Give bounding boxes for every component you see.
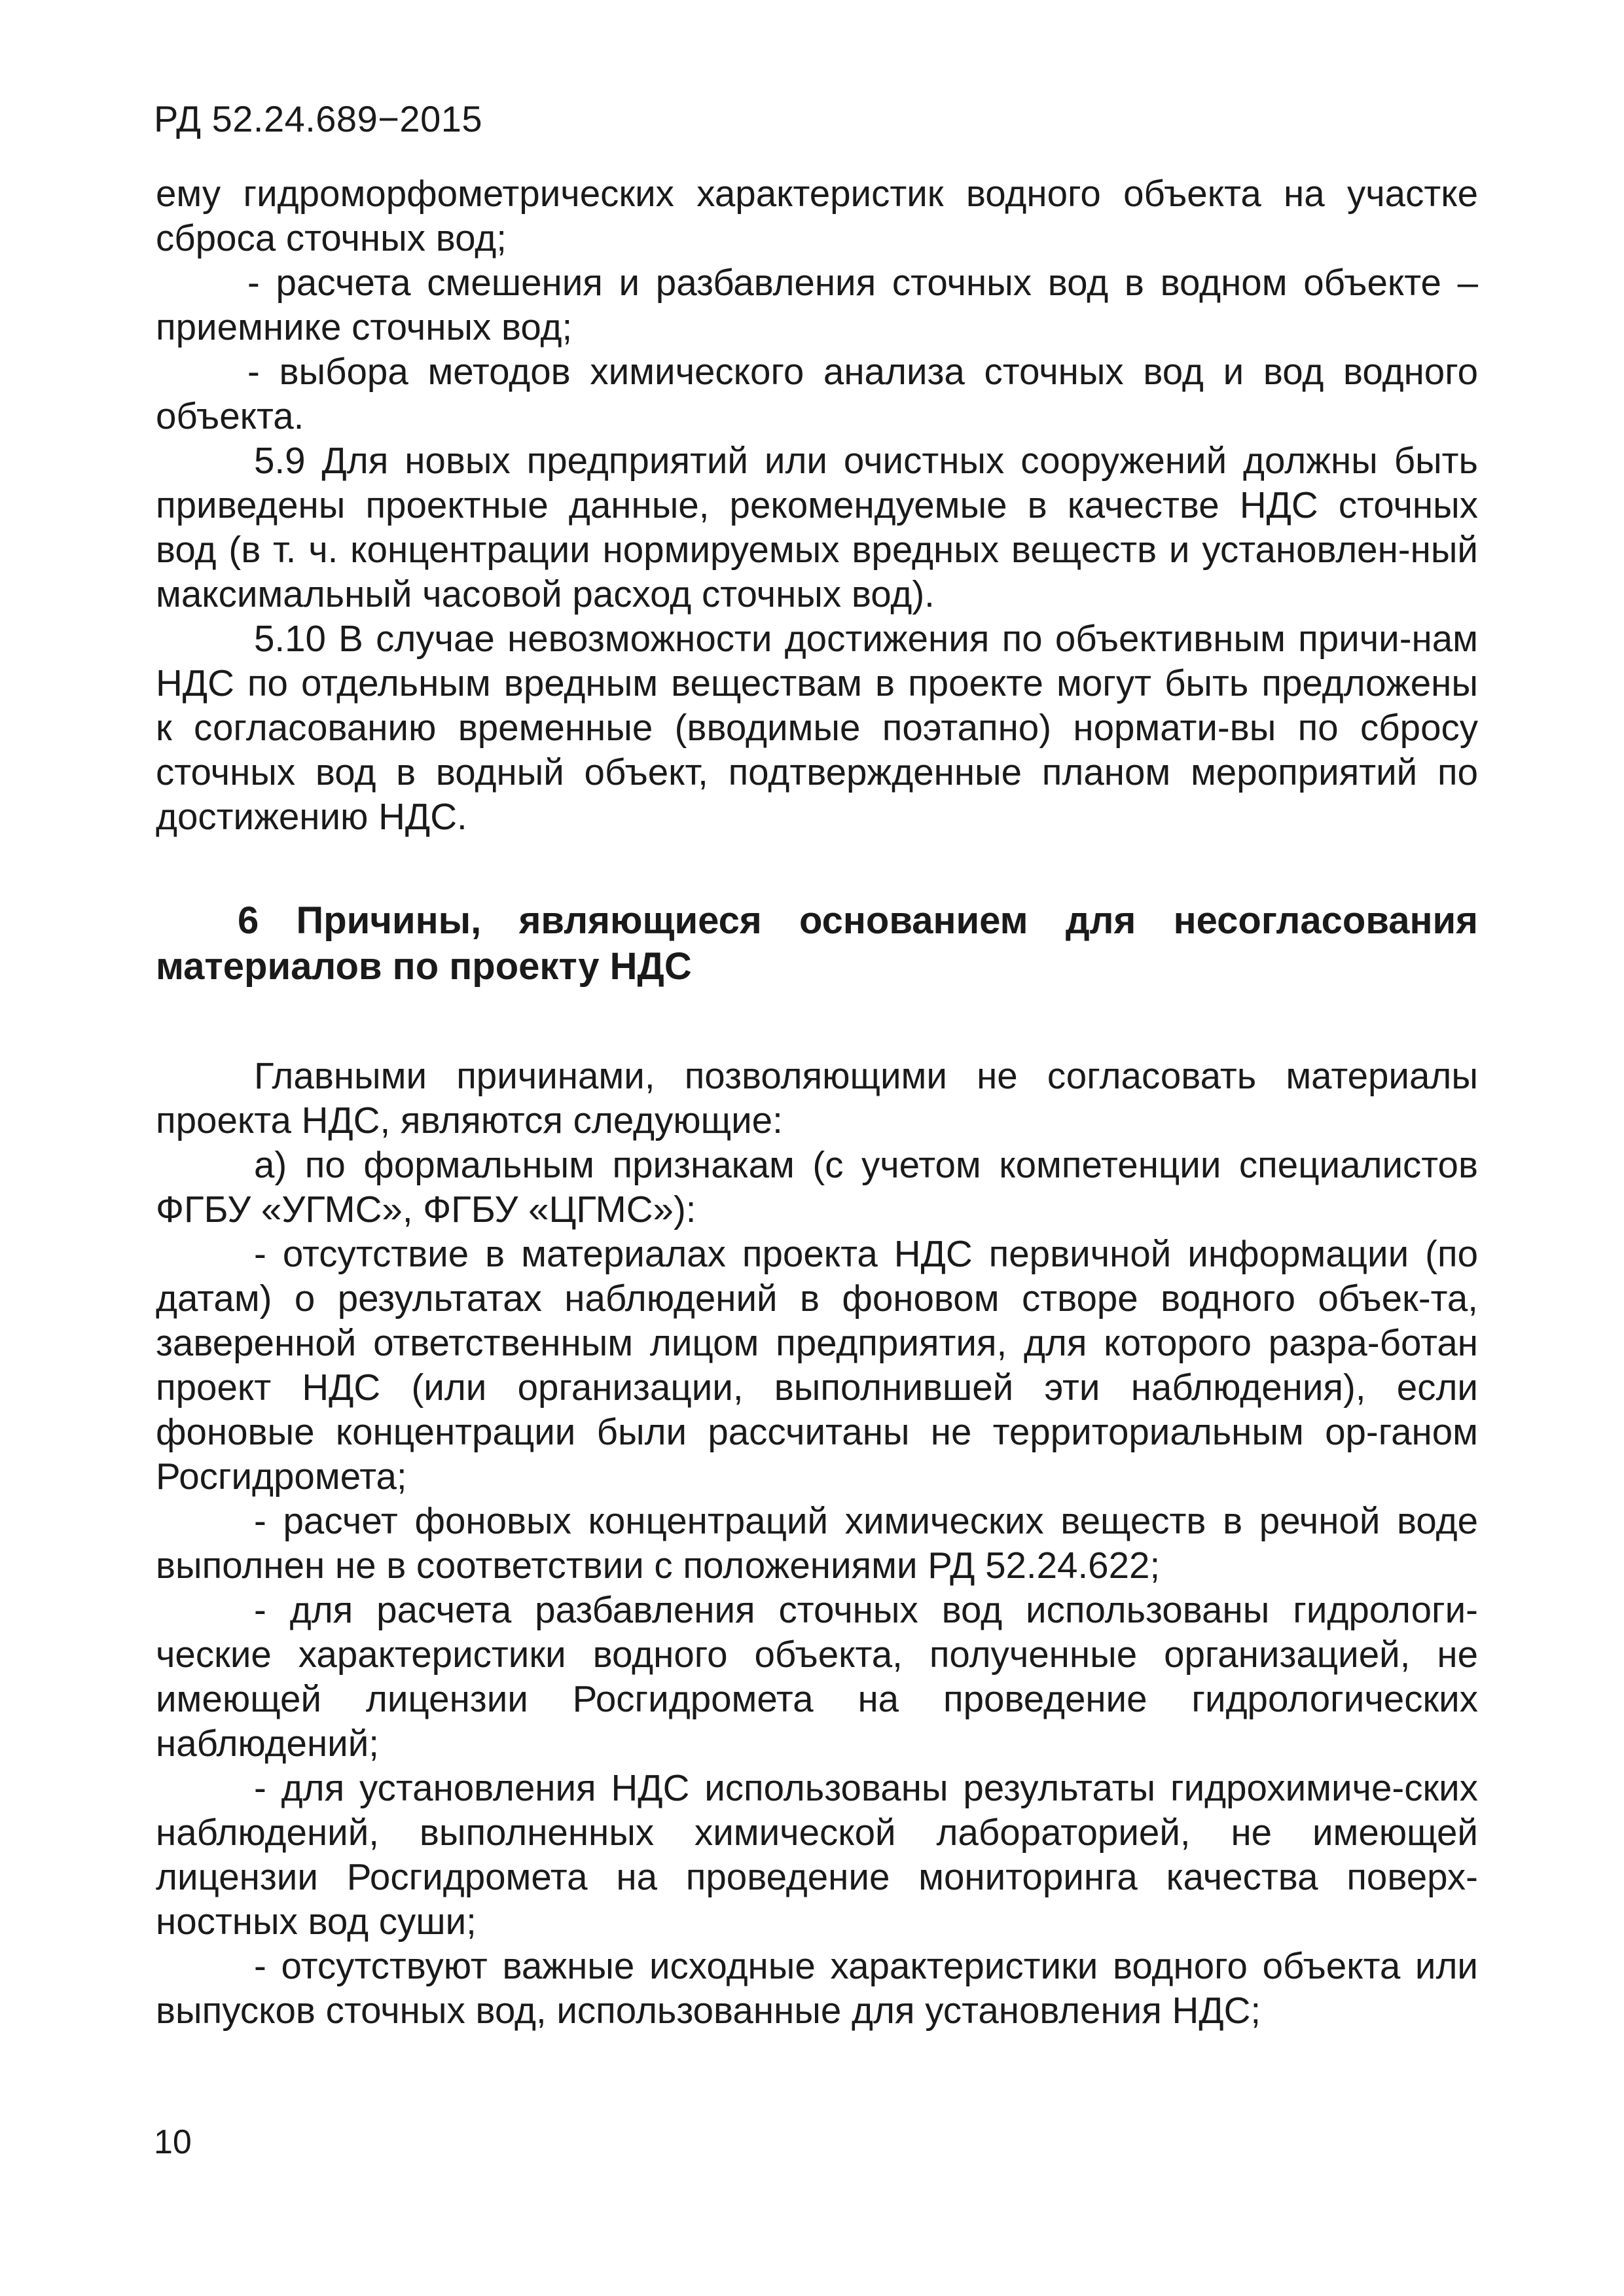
page-number: 10 [154, 2123, 192, 2161]
paragraph-5-9: 5.9 Для новых предприятий или очистных сооружений должны быть приведены проектные данные, рекомендуемые в качестве НДС сточных вод (в т. ч. концентрации нормируемых вредных веществ и установлен-ный максимальный часовой расход сточных вод). [156, 440, 1478, 615]
paragraph-continuation: ему гидроморфометрических характеристик водного объекта на участке сброса сточных вод; [156, 173, 1478, 259]
list-item-analysis-methods: - выбора методов химического анализа сточных вод и вод водного объекта. [156, 351, 1478, 437]
list-item-hydrochemical-data: - для установления НДС использованы результаты гидрохимиче-ских наблюдений, выполненных химической лабораторией, не имеющей лицензии Росгидромета на проведение мониторинга качества поверх-ностных вод суши; [156, 1767, 1478, 1942]
list-item-hydrological-data: - для расчета разбавления сточных вод использованы гидрологи-ческие характеристики водного объекта, полученные организацией, не имеющей лицензии Росгидромета на проведение гидрологических наблюдений; [156, 1589, 1478, 1764]
section-heading: 6 Причины, являющиеся основанием для несогласования материалов по проекту НДС [156, 899, 1478, 988]
list-item-missing-primary-info: - отсутствие в материалах проекта НДС первичной информации (по датам) о результатах наблюдений в фоновом створе водного объек-та, заверенной ответственным лицом предприятия, для которого разра-ботан проект НДС (или организации, выполнившей эти наблюдения), если фоновые концентрации были рассчитаны не территориальным ор-ганом Росгидромета; [156, 1233, 1478, 1497]
paragraph-5-10: 5.10 В случае невозможности достижения по объективным причи-нам НДС по отдельным вредным веществам в проекте могут быть предложены к согласованию временные (вводимые поэтапно) нормати-вы по сбросу сточных вод в водный объект, подтвержденные планом мероприятий по достижению НДС. [156, 618, 1478, 837]
list-item-mixing-calculation: - расчета смешения и разбавления сточных вод в водном объекте – приемнике сточных вод; [156, 262, 1478, 348]
list-item-missing-characteristics: - отсутствуют важные исходные характеристики водного объекта или выпусков сточных вод, использованные для установления НДС; [156, 1945, 1478, 2031]
document-code: РД 52.24.689−2015 [154, 98, 482, 139]
document-body [156, 171, 1478, 2033]
list-item-formal-grounds: а) по формальным признакам (с учетом компетенции специалистов ФГБУ «УГМС», ФГБУ «ЦГМС»): [156, 1144, 1478, 1230]
paragraph-main-reasons: Главными причинами, позволяющими не согласовать материалы проекта НДС, являются следующие: [156, 1055, 1478, 1141]
list-item-background-calculation: - расчет фоновых концентраций химических веществ в речной воде выполнен не в соответствии с положениями РД 52.24.622; [156, 1500, 1478, 1586]
